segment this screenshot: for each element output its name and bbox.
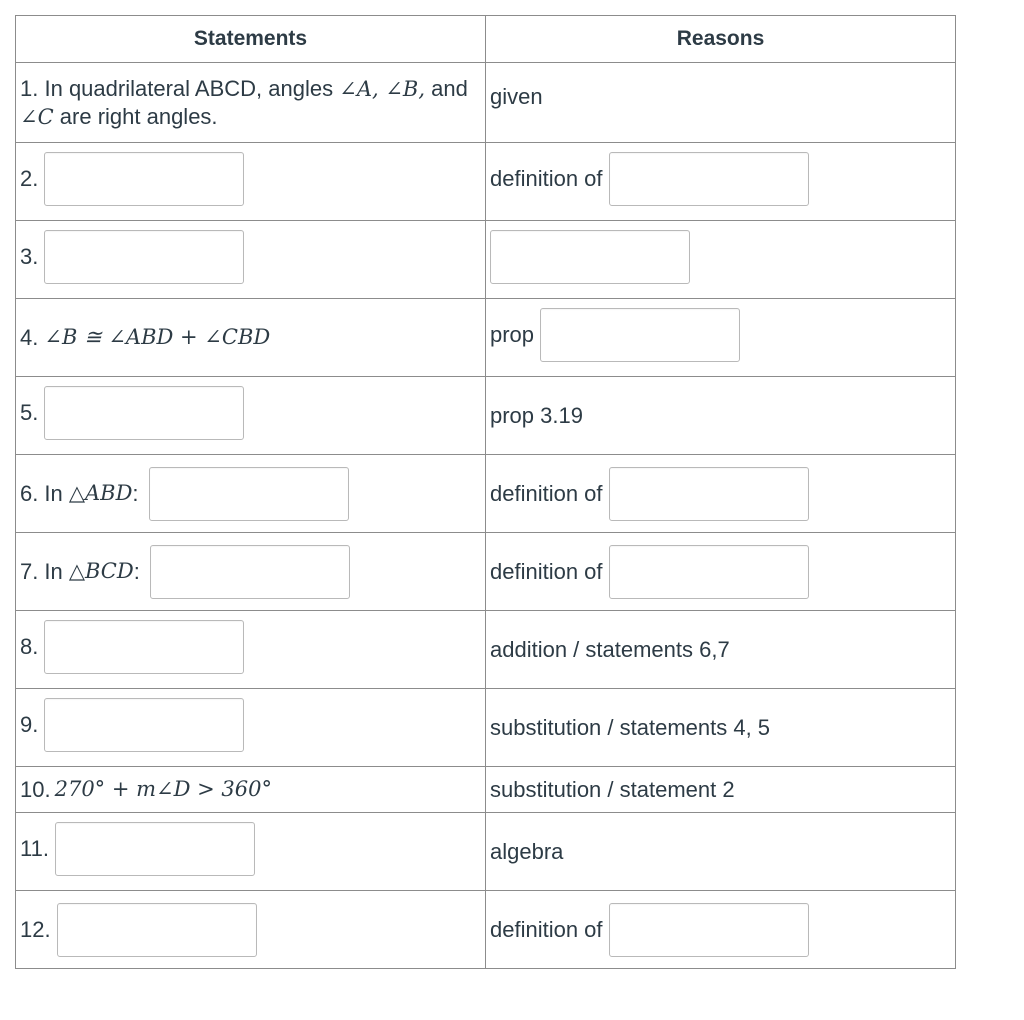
statement-cell — [16, 611, 486, 689]
reason-answer-box[interactable] — [540, 308, 740, 362]
statement-answer-box[interactable] — [150, 545, 350, 599]
reason-answer-box[interactable] — [609, 903, 809, 957]
statement-cell — [16, 891, 486, 969]
reason-cell — [486, 689, 956, 767]
statement-cell — [16, 143, 486, 221]
statement-math: ∠A, ∠B, — [339, 77, 426, 101]
reason-text: definition of — [490, 165, 603, 191]
statement-math: ∠B ≅ ∠ABD + ∠CBD — [44, 325, 271, 350]
statement-number: 9. — [20, 711, 39, 737]
reason-answer-box[interactable] — [609, 152, 809, 206]
statement-text: are right angles. — [53, 103, 218, 129]
statement-text: In quadrilateral ABCD, angles — [44, 76, 340, 101]
statement-answer-box[interactable] — [55, 822, 255, 876]
statement-number: 6. — [20, 480, 39, 506]
proof-row-10 — [16, 767, 956, 813]
statement-number: 7. — [20, 558, 39, 584]
statement-math: △ABD — [68, 481, 133, 506]
reason-text: definition of — [490, 916, 603, 942]
reason-text: addition / statements 6,7 — [490, 636, 730, 662]
reason-text: definition of — [490, 558, 603, 584]
reason-text: given — [490, 83, 543, 109]
reason-text: prop — [490, 321, 535, 347]
statement-number: 11. — [20, 835, 49, 861]
proof-row-9 — [16, 689, 956, 767]
statement-math: ∠C — [20, 104, 54, 129]
reason-cell — [486, 611, 956, 689]
statement-cell — [16, 377, 486, 455]
statement-text: : — [132, 480, 139, 506]
statement-number: 12. — [20, 916, 51, 942]
statement-answer-box[interactable] — [44, 620, 244, 674]
reason-text: prop 3.19 — [490, 402, 583, 428]
reason-cell — [486, 767, 956, 813]
reason-answer-box[interactable] — [490, 230, 690, 284]
proof-row-7 — [16, 533, 956, 611]
statement-number: 4. — [20, 324, 39, 350]
statements-header: Statements — [16, 16, 486, 63]
reason-cell — [486, 533, 956, 611]
reason-cell — [486, 221, 956, 299]
statement-text: : — [133, 558, 140, 584]
statement-number: 10. — [20, 776, 51, 802]
statement-cell — [16, 63, 486, 143]
proof-row-2 — [16, 143, 956, 221]
proof-row-11 — [16, 813, 956, 891]
statement-number: 2. — [20, 165, 39, 191]
statement-cell — [16, 455, 486, 533]
proof-row-5 — [16, 377, 956, 455]
reason-cell — [486, 63, 956, 143]
reasons-header: Reasons — [486, 16, 956, 63]
statement-answer-box[interactable] — [44, 230, 244, 284]
reason-cell — [486, 377, 956, 455]
statement-cell — [16, 689, 486, 767]
proof-row-8 — [16, 611, 956, 689]
statement-number: 8. — [20, 633, 39, 659]
reason-answer-box[interactable] — [609, 545, 809, 599]
statement-text: In — [44, 558, 69, 584]
reason-text: algebra — [490, 838, 564, 864]
proof-table — [15, 15, 956, 969]
statement-cell — [16, 533, 486, 611]
proof-row-3 — [16, 221, 956, 299]
statement-number: 3. — [20, 243, 39, 269]
reason-cell — [486, 299, 956, 377]
proof-row-1 — [16, 63, 956, 143]
statement-text: In — [44, 480, 69, 506]
statement-answer-box[interactable] — [44, 698, 244, 752]
reason-text: substitution / statement 2 — [490, 776, 735, 802]
proof-row-6 — [16, 455, 956, 533]
proof-row-4 — [16, 299, 956, 377]
proof-row-12 — [16, 891, 956, 969]
statement-cell — [16, 813, 486, 891]
reason-answer-box[interactable] — [609, 467, 809, 521]
statement-cell — [16, 299, 486, 377]
statement-number: 1. — [20, 76, 39, 101]
statement-answer-box[interactable] — [149, 467, 349, 521]
statement-answer-box[interactable] — [44, 386, 244, 440]
statement-cell — [16, 221, 486, 299]
reason-cell — [486, 813, 956, 891]
statement-cell — [16, 767, 486, 813]
statement-math: △BCD — [68, 559, 134, 584]
statement-number: 5. — [20, 399, 39, 425]
reason-cell — [486, 891, 956, 969]
statement-answer-box[interactable] — [44, 152, 244, 206]
reason-text: substitution / statements 4, 5 — [490, 714, 771, 740]
statement-text: and — [425, 76, 468, 101]
reason-cell — [486, 143, 956, 221]
reason-text: definition of — [490, 480, 603, 506]
reason-cell — [486, 455, 956, 533]
statement-answer-box[interactable] — [57, 903, 257, 957]
statement-math: 270° + m∠D > 360° — [54, 777, 272, 802]
